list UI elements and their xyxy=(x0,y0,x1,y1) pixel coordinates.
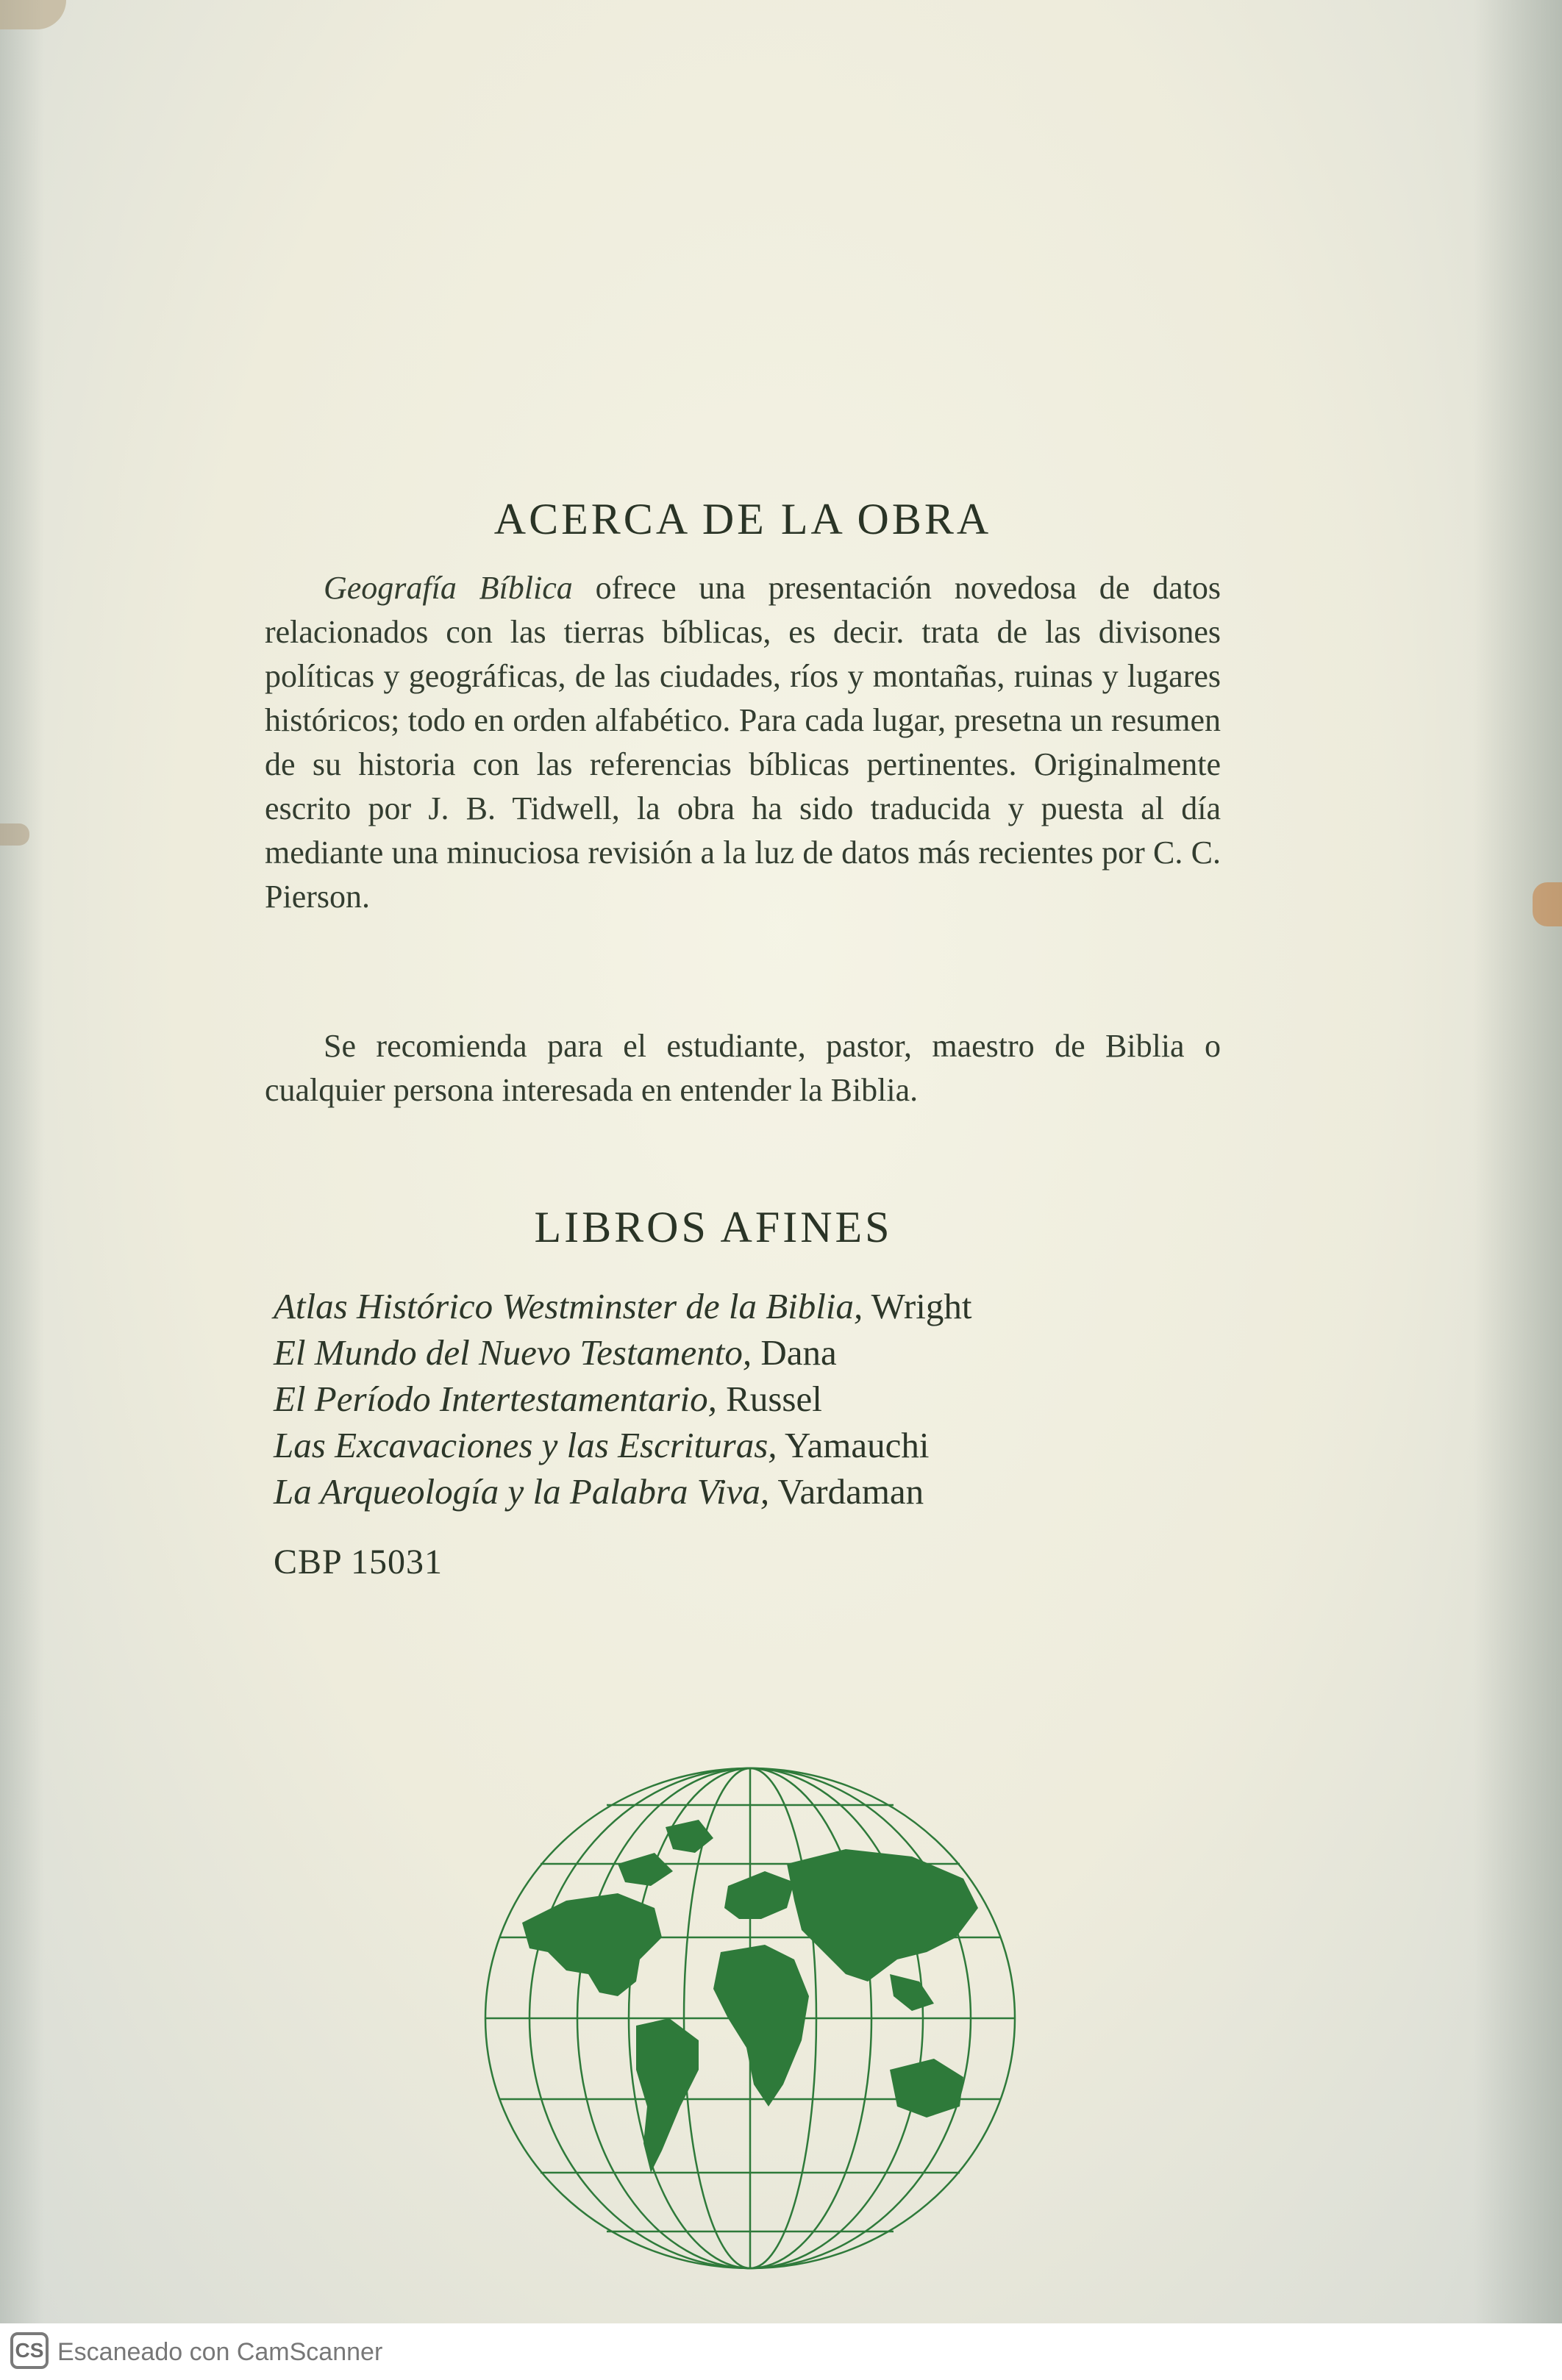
related-book xyxy=(274,1329,1230,1376)
related-book xyxy=(274,1468,1230,1515)
catalog-number: CBP 15031 xyxy=(274,1543,443,1582)
book-title: Geografía Bíblica xyxy=(324,570,573,606)
about-paragraph xyxy=(265,566,1221,919)
related-books-list xyxy=(274,1283,1230,1515)
related-book-author: Vardaman xyxy=(777,1471,924,1512)
related-book xyxy=(274,1283,1230,1329)
related-book-title: Las Excavaciones y las Escrituras, xyxy=(274,1425,777,1465)
related-book xyxy=(274,1376,1230,1422)
related-book-title: El Período Intertestamentario, xyxy=(274,1379,717,1419)
related-book xyxy=(274,1422,1230,1468)
related-book-title: El Mundo del Nuevo Testamento, xyxy=(274,1332,752,1373)
paper-tear xyxy=(0,0,66,29)
globe-icon xyxy=(478,1761,1022,2276)
related-book-author: Russel xyxy=(726,1379,822,1419)
paper-edge-mark xyxy=(0,823,29,846)
related-book-author: Wright xyxy=(871,1286,972,1326)
about-heading: ACERCA DE LA OBRA xyxy=(493,495,992,543)
recommendation-paragraph: Se recomienda para el estudiante, pastor, maestro de Biblia o cualquier persona interesada en entender la Biblia. xyxy=(265,1028,1221,1108)
scanner-watermark-text: Escaneado con CamScanner xyxy=(57,2338,383,2366)
paper-edge-stain xyxy=(0,0,44,2323)
about-paragraph-text: ofrece una presentación novedosa de datos relacionados con las tierras bíblicas, es decir. trata de las divisones políticas y geográficas, de las ciudades, ríos y montañas, ruinas y lugares históricos; todo en orden alfabético. Para cada lugar, presetna un resumen de su historia con las referencias bíblicas pertinentes. Originalmente escrito por J. B. Tidwell, la obra ha sido traducida y puesta al día mediante una minuciosa revisión a la luz de datos más recientes por C. C. Pierson. xyxy=(265,570,1221,915)
related-book-author: Yamauchi xyxy=(784,1425,930,1465)
paper-edge-stain xyxy=(1474,0,1562,2323)
camscanner-logo-icon: CS xyxy=(10,2332,49,2369)
related-book-author: Dana xyxy=(760,1332,837,1373)
scanner-footer xyxy=(0,2323,1562,2380)
paper-edge-mark xyxy=(1533,882,1562,926)
related-books-heading: LIBROS AFINES xyxy=(534,1203,893,1251)
related-book-title: La Arqueología y la Palabra Viva, xyxy=(274,1471,770,1512)
related-book-title: Atlas Histórico Westminster de la Biblia, xyxy=(274,1286,863,1326)
